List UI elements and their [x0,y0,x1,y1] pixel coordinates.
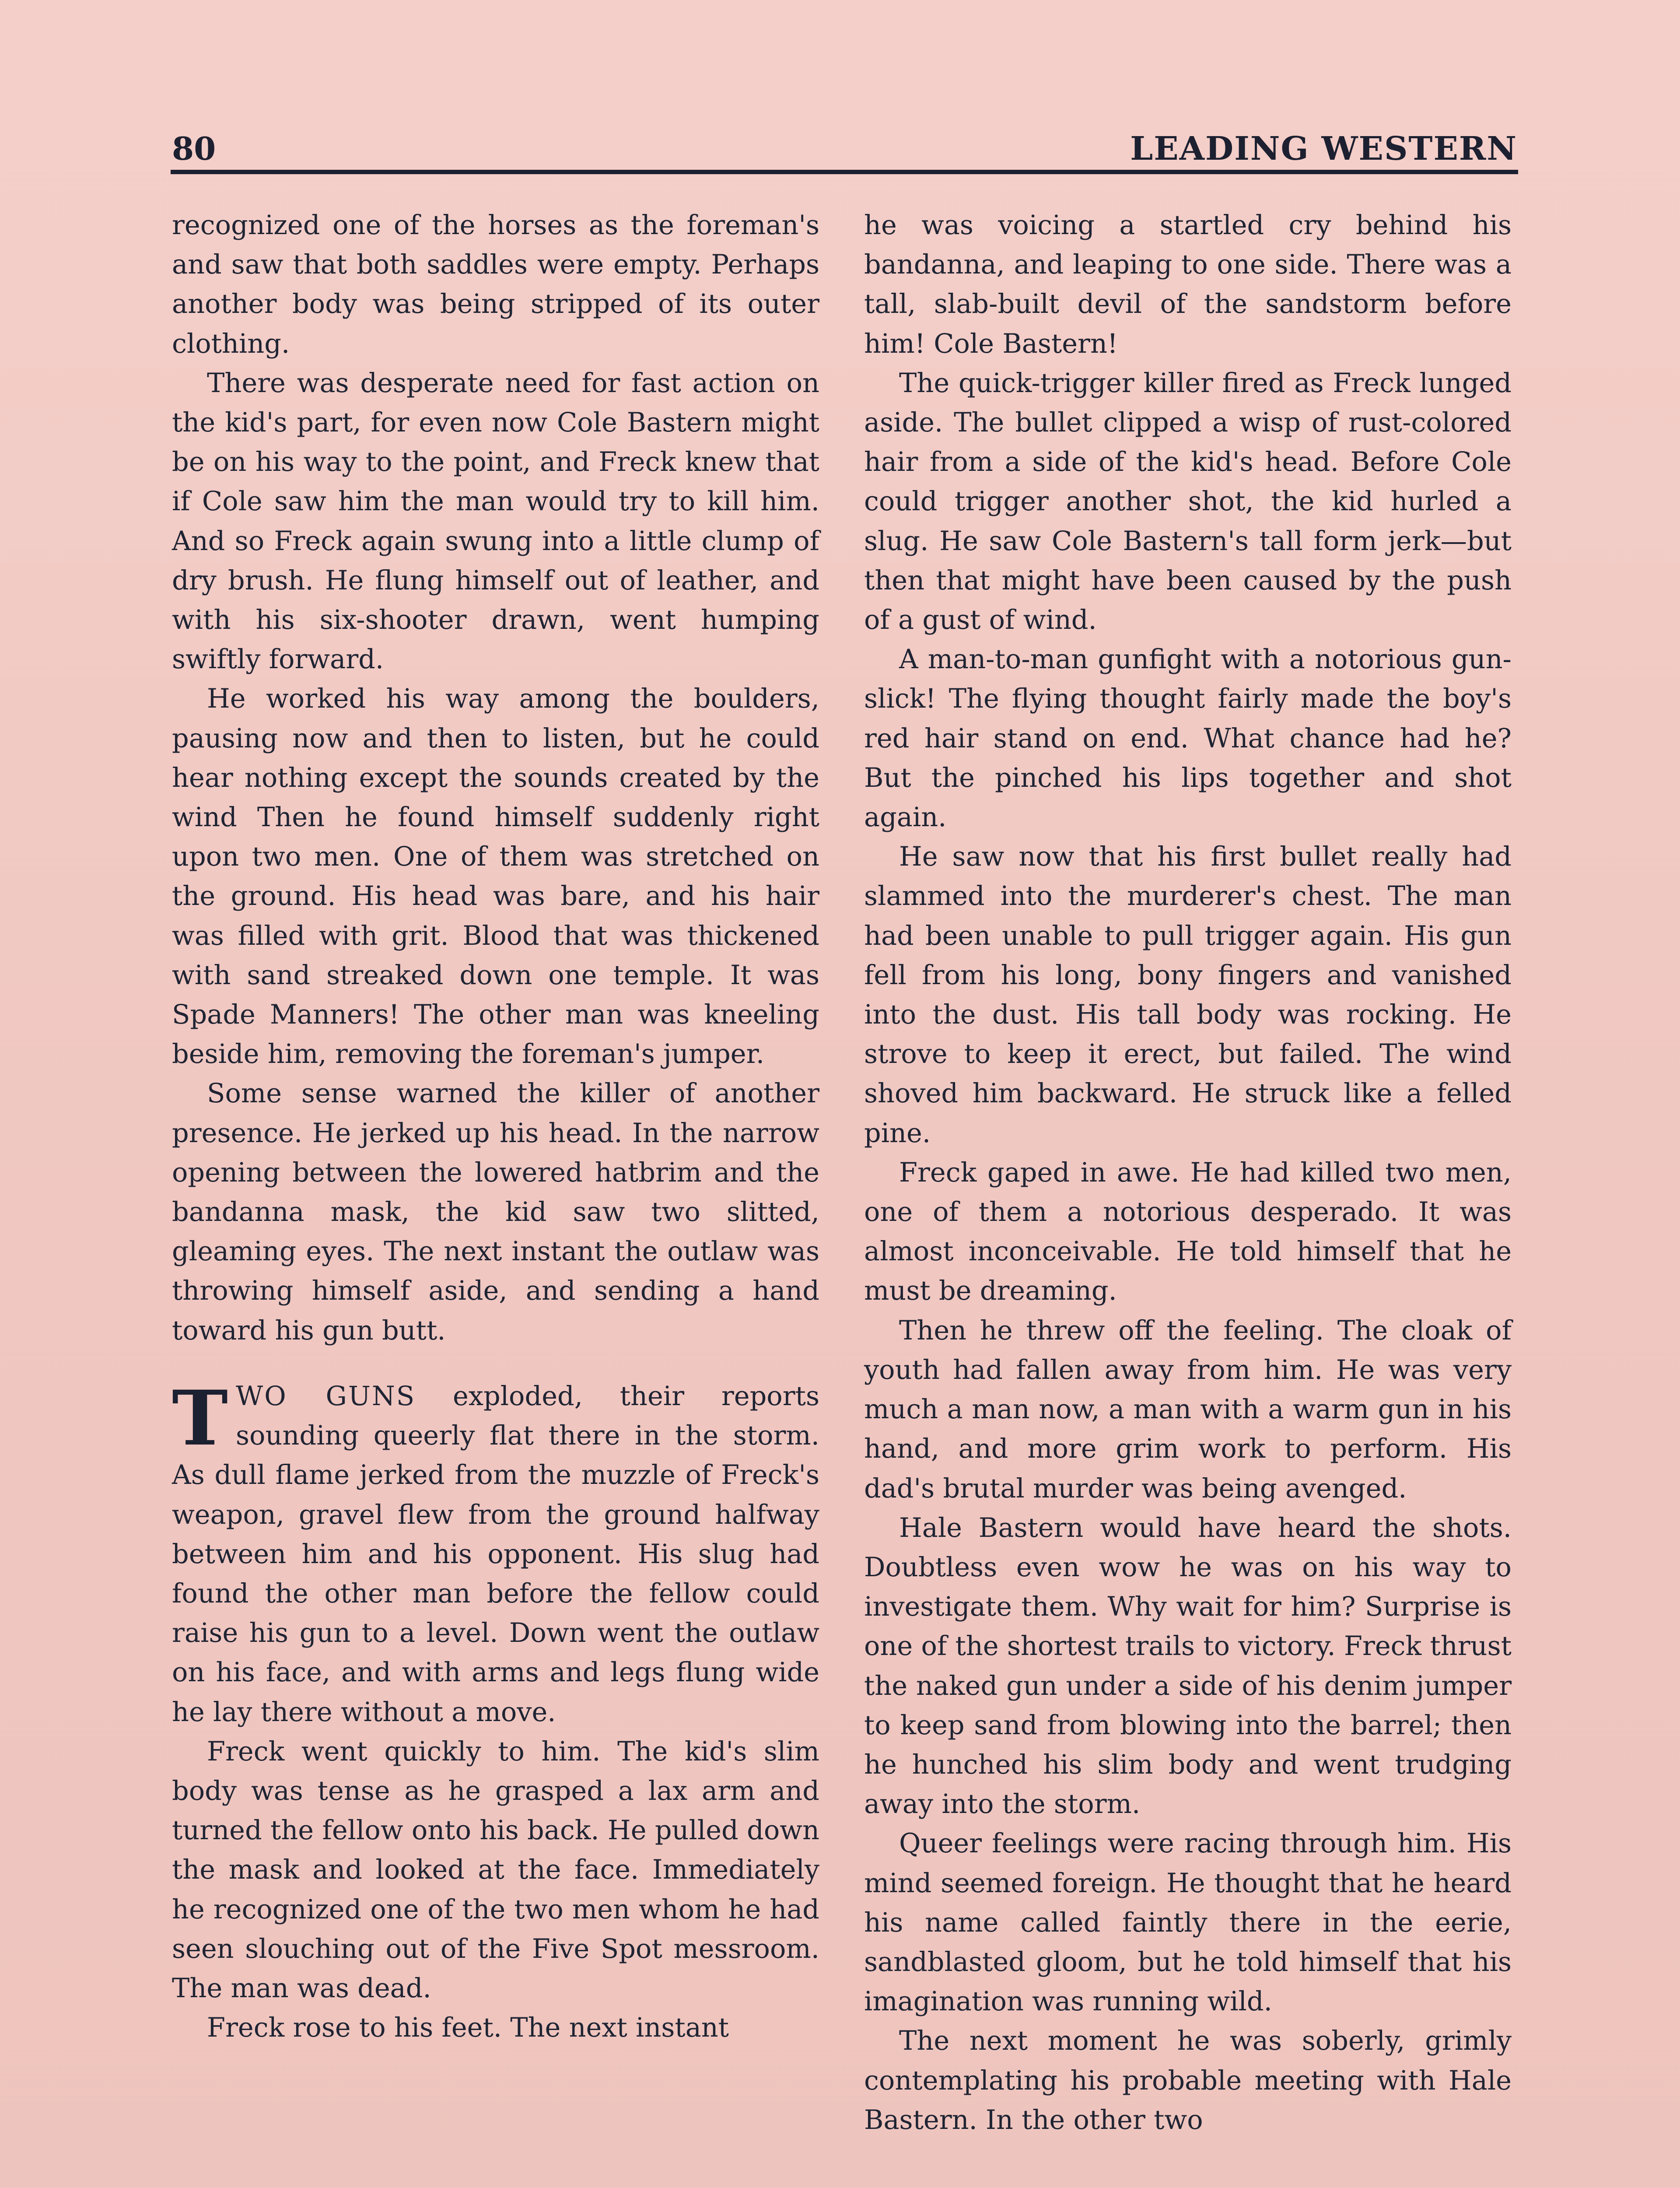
paragraph: The quick-trigger killer fired as Freck lunged aside. The bullet clipped a wisp of rust-colored hair from a side of the kid's head. Before Cole could trigger another shot, the kid hurled a slug. He saw Cole Bastern's tall form jerk—but then that might have been caused by the push of a gust of wind. [864,368,1512,636]
header-rule [171,170,1518,174]
paragraph: The next moment he was soberly, grimly contemplating his probable meeting with Hale Bastern. In the other two [864,2026,1512,2135]
page-header [172,123,1517,171]
paragraph: Hale Bastern would have heard the shots. Doubtless even wow he was on his way to investigate them. Why wait for him? Surprise is one of the shortest trails to victory. Freck thrust the naked gun under a side of his denim jumper to keep sand from blowing into the barrel; then he hunched his slim body and went trudging away into the storm. [864,1512,1512,1820]
magazine-title: LEADING WESTERN [1130,130,1517,168]
paragraph: Then he threw off the feeling. The cloak of youth had fallen away from him. He was very much a man now, a man with a warm gun in his hand, and more grim work to perform. His dad's brutal murder was being avenged. [864,1315,1512,1504]
drop-cap: T [172,1373,228,1462]
section-break [172,1350,819,1377]
paragraph: He saw now that his first bullet really had slammed into the murderer's chest. The man had been unable to pull trigger again. His gun fell from his long, bony fingers and vanished into the dust. His tall body was rocking. He strove to keep it erect, but failed. The wind shoved him backward. He struck like a felled pine. [864,842,1512,1149]
right-column [864,206,1512,2140]
paragraph: A man-to-man gunfight with a notorious gun-slick! The flying thought fairly made the boy's red hair stand on end. What chance had he? But the pinched his lips together and shot again. [864,644,1512,833]
drop-cap-paragraph [172,1373,820,1732]
paragraph-text: exploded, their reports sounding queerly flat there in the storm. As dull flame jerked from the muzzle of Freck's weapon, gravel flew from the ground halfway between him and his opponent. His slug had found the other man before the fellow could raise his gun to a level. Down went the outlaw on his face, and with arms and legs flung wide he lay there without a move. [172,1381,820,1728]
paragraph: Freck went quickly to him. The kid's slim body was tense as he grasped a lax arm and turned the fellow onto his back. He pulled down the mask and looked at the face. Immediately he recognized one of the two men whom he had seen slouching out of the Five Spot messroom. The man was dead. [172,1736,819,2004]
paragraph: He worked his way among the boulders, pausing now and then to listen, but he could hear nothing except the sounds created by the wind Then he found himself suddenly right upon two men. One of them was stretched on the ground. His head was bare, and his hair was filled with grit. Blood that was thickened with sand streaked down one temple. It was Spade Manners! The other man was kneeling beside him, removing the foreman's jumper. [172,684,819,1070]
lead-in-caps: WO GUNS [236,1381,416,1412]
left-column [172,206,819,2048]
page-number: 80 [172,130,216,167]
paragraph: Queer feelings were racing through him. His mind seemed foreign. He thought that he heard his name called faintly there in the eerie, sandblasted gloom, but he told himself that his imagination was running wild. [864,1828,1512,2017]
paragraph: Freck rose to his feet. The next instant [207,2013,729,2044]
paragraph: Some sense warned the killer of another presence. He jerked up his head. In the narrow opening between the lowered hatbrim and the bandanna mask, the kid saw two slitted, gleaming eyes. The next instant the outlaw was throwing himself aside, and sending a hand toward his gun butt. [172,1078,819,1346]
paragraph: There was desperate need for fast action on the kid's part, for even now Cole Bastern might be on his way to the point, and Freck knew that if Cole saw him the man would try to kill him. And so Freck again swung into a little clump of dry brush. He flung himself out of leather, and with his six-shooter drawn, went humping swiftly forward. [172,368,819,675]
paragraph: recognized one of the horses as the foreman's and saw that both saddles were empty. Perhaps another body was being stripped of its outer clothing. [172,210,819,359]
paragraph: Freck gaped in awe. He had killed two men, one of them a notorious desperado. It was almost inconceivable. He told himself that he must be dreaming. [864,1157,1512,1307]
paragraph: he was voicing a startled cry behind his bandanna, and leaping to one side. There was a tall, slab-built devil of the sandstorm before him! Cole Bastern! [864,210,1512,359]
